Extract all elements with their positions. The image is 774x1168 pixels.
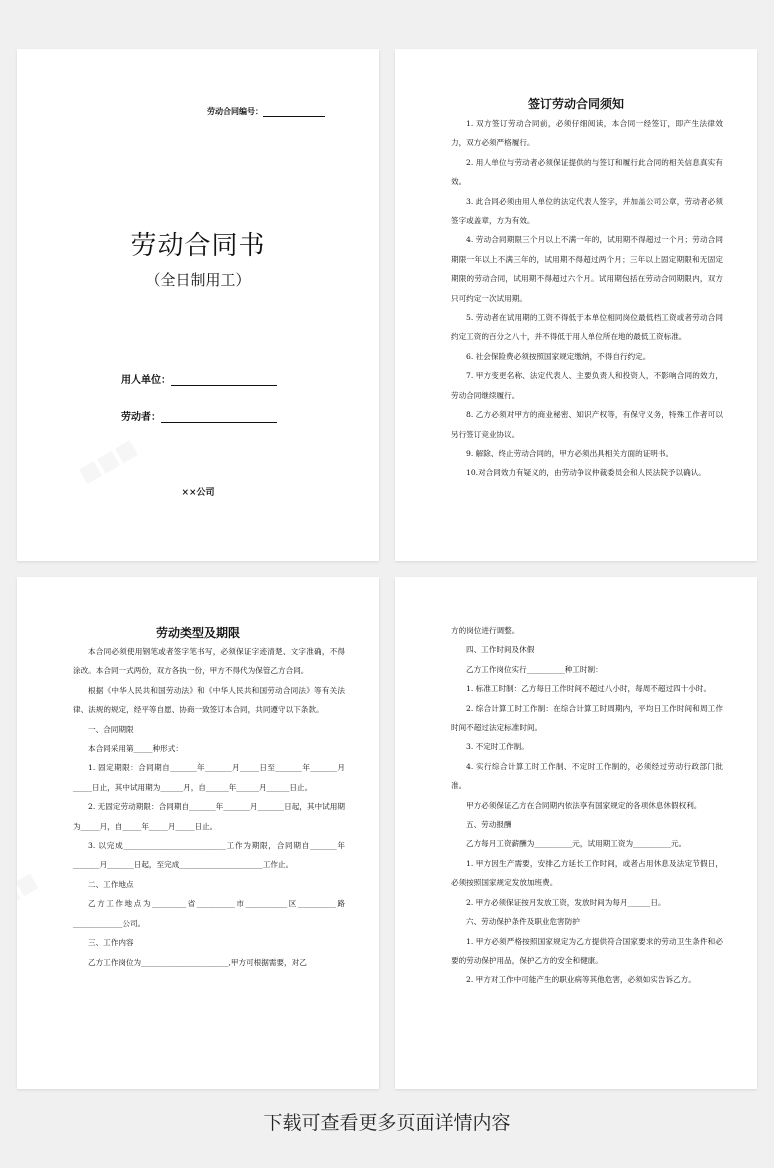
hours-paragraph: 甲方必须保证乙方在合同期内依法享有国家规定的各项休息休假权利。 [466,800,702,810]
hours-body [451,621,723,990]
types-paragraph: 本合同必须使用钢笔或者签字笔书写，必须保证字迹清楚、文字准确，不得涂改。本合同一式两份，双方各执一份，甲方不得代为保管乙方合同。 [73,647,345,676]
contract-number-field [207,106,325,117]
contract-number-label: 劳动合同编号： [207,106,263,116]
types-paragraph: 根据《中华人民共和国劳动法》和《中华人民共和国劳动合同法》等有关法律、法规的规定，经平等自愿、协商一致签订本合同，共同遵守以下条款。 [73,685,345,715]
hours-paragraph: 1. 甲方必须严格按照国家规定为乙方提供符合国家要求的劳动卫生条件和必要的劳动保护用品，保护乙方的安全和健康。 [451,936,723,965]
notice-paragraph: 9. 解除、终止劳动合同的，甲方必须出具相关方面的证明书。 [466,448,674,458]
section-heading: 三、工作内容 [88,938,134,948]
watermark-shape [75,435,142,488]
notice-paragraph: 1. 双方签订劳动合同前，必须仔细阅读，本合同一经签订，即产生法律效力，双方必须严格履行。 [451,119,723,148]
contract-types-page [17,577,379,1089]
company-name: ××公司 [181,488,215,498]
cover-page [17,49,379,561]
hours-paragraph: 乙方每月工资薪酬为__________元，试用期工资为__________元。 [466,839,687,849]
section-heading: 六、劳动保护条件及职业危害防护 [466,917,580,927]
hours-paragraph: 3. 不定时工作制。 [466,742,529,752]
hours-paragraph: 方的岗位进行调整。 [451,626,520,635]
hours-paragraph: 2. 甲方必须保证按月发放工资，发放时间为每月______日。 [466,897,666,907]
worker-field [121,408,277,423]
notice-paragraph: 8. 乙方必须对甲方的商业秘密、知识产权等，有保守义务，特殊工作者可以另行签订竞业协议。 [451,410,723,439]
notice-body [451,114,723,483]
types-paragraph: 乙方工作岗位为_______________________,甲方可根据需要，对乙 [88,957,307,967]
employer-label: 用人单位： [121,375,171,386]
cover-subtitle: （全日制用工） [145,271,251,289]
notice-page [395,49,757,561]
contract-number-blank [263,107,325,117]
notice-paragraph: 6. 社会保险费必须按照国家规定缴纳，不得自行约定。 [466,351,651,361]
types-paragraph: 本合同采用第_____种形式： [88,744,183,754]
types-paragraph: 乙方工作地点为_________省__________市___________区__________路_____________公司。 [73,899,345,928]
hours-paragraph: 2. 甲方对工作中可能产生的职业病等其他危害，必须如实告诉乙方。 [466,975,696,985]
notice-paragraph: 5. 劳动者在试用期的工资不得低于本单位相同岗位最低档工资或者劳动合同约定工资的百分之八十，并不得低于用人单位所在地的最低工资标准。 [451,313,723,342]
worker-blank [161,411,277,423]
download-caption[interactable]: 下载可查看更多页面详情内容 [263,1112,511,1134]
worker-label: 劳动者： [121,412,161,423]
hours-paragraph: 4. 实行综合计算工时工作制、不定时工作制的，必须经过劳动行政部门批准。 [451,761,723,791]
notice-paragraph: 10.对合同效力有疑义的，由劳动争议仲裁委员会和人民法院予以确认。 [466,468,706,478]
section-heading: 一、合同期限 [88,724,134,734]
hours-paragraph: 1. 标准工时制：乙方每日工作时间不超过八小时，每周不超过四十小时。 [466,684,712,694]
employer-blank [171,374,277,386]
notice-paragraph: 3. 此合同必须由用人单位的法定代表人签字，并加盖公司公章，劳动者必须签字或盖章，方为有效。 [451,196,723,226]
notice-title: 签订劳动合同须知 [527,97,624,111]
notice-paragraph: 4. 劳动合同期限三个月以上不满一年的，试用期不得超过一个月；劳动合同期限一年以上不满三年的，试用期不得超过两个月；三年以上固定期限和无固定期限的劳动合同，试用期不得超过六个月。试用期包括在劳动合同期限内，双方只可约定一次试用期。 [451,235,723,303]
types-paragraph: 3. 以完成___________________________工作为期限，合同期自_______年_______月_______日起，至完成______________________工作止。 [73,841,345,870]
types-body [73,642,345,972]
types-paragraph: 2. 无固定劳动期限：合同期自_______年_______月_______日起，其中试用期为_____月，自_____年_____月_____日止。 [73,802,345,831]
section-heading: 四、工作时间及休假 [466,645,535,655]
hours-paragraph: 乙方工作岗位实行__________种工时制： [466,664,603,674]
hours-pay-page [395,577,757,1089]
notice-paragraph: 7. 甲方变更名称、法定代表人、主要负责人和投资人，不影响合同的效力，劳动合同继续履行。 [451,371,723,400]
section-heading: 五、劳动报酬 [466,820,512,830]
employer-field [121,371,277,386]
types-paragraph: 1. 固定期限：合同期自_______年_______月_____日至_______年_______月_____日止，其中试用期为______月，自______年______月______日止。 [73,763,345,792]
notice-paragraph: 2. 用人单位与劳动者必须保证提供的与签订和履行此合同的相关信息真实有效。 [451,157,723,187]
hours-paragraph: 2. 综合计算工时工作制：在综合计算工时周期内，平均日工作时间和周工作时间不超过法定标准时间。 [451,703,723,733]
types-title: 劳动类型及期限 [155,626,240,640]
watermark-shape [17,868,42,910]
hours-paragraph: 1. 甲方因生产需要，安排乙方延长工作时间，或者占用休息及法定节假日，必须按照国家规定发放加班费。 [451,858,723,888]
cover-title: 劳动合同书 [130,231,266,261]
section-heading: 二、工作地点 [88,879,134,889]
